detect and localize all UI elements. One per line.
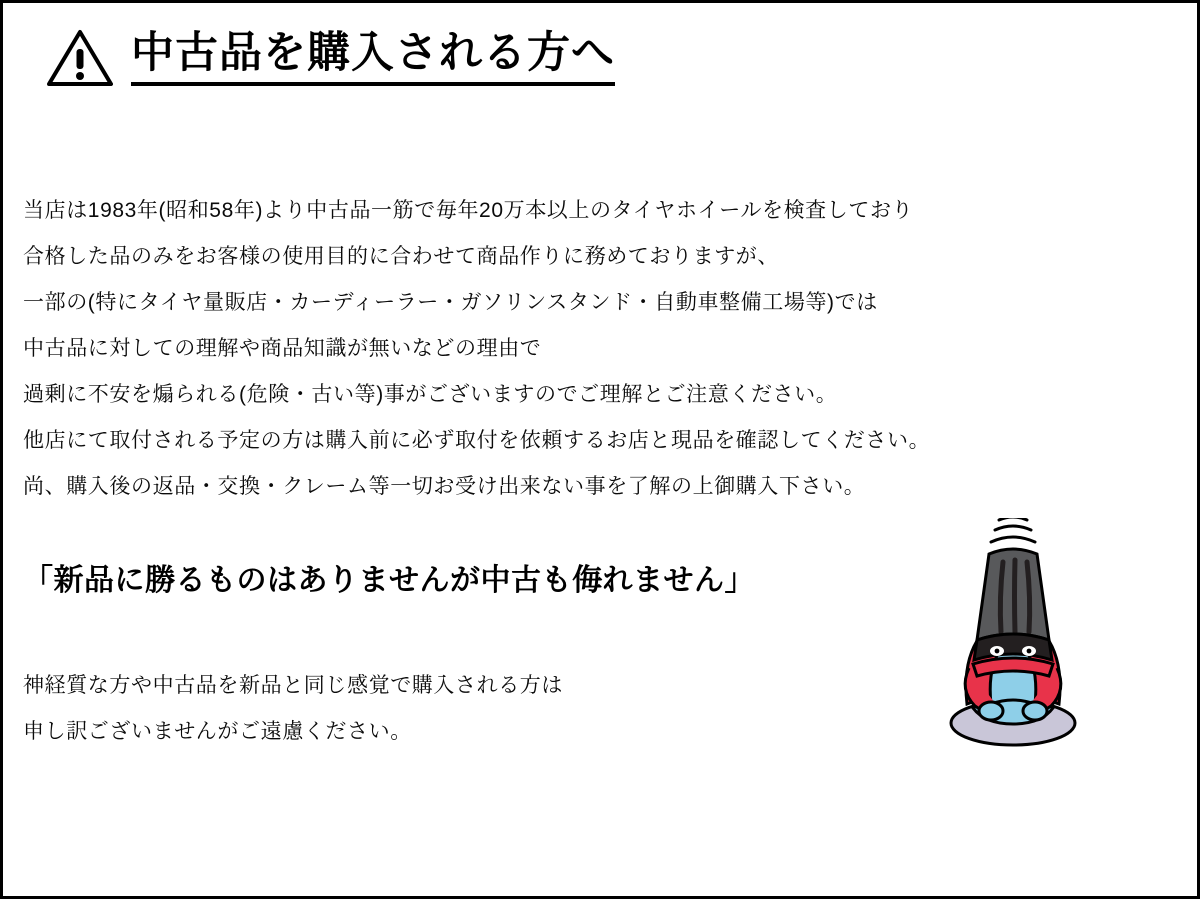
closing-text-block [23,663,923,755]
warning-triangle-icon [47,29,113,87]
body-text-block [23,188,1123,510]
page-title: 中古品を購入される方へ [131,30,615,85]
page-header [47,29,615,87]
body-line: 尚、購入後の返品・交換・クレーム等一切お受け出来ない事を了解の上御購入下さい。 [23,475,866,498]
body-line: 他店にて取付される予定の方は購入前に必ず取付を依頼するお店と現品を確認してください。 [23,429,931,452]
tire-character-bowing-illustration [933,518,1093,753]
closing-line: 神経質な方や中古品を新品と同じ感覚で購入される方は [23,674,563,697]
closing-line: 申し訳ございませんがご遠慮ください。 [23,720,412,743]
body-line: 過剰に不安を煽られる(危険・古い等)事がございますのでご理解とご注意ください。 [23,383,838,406]
body-line: 中古品に対しての理解や商品知識が無いなどの理由で [23,337,542,360]
body-line: 合格した品のみをお客様の使用目的に合わせて商品作りに務めておりますが、 [23,245,779,268]
slogan-text: 「新品に勝るものはありませんが中古も侮れません」 [23,564,755,597]
body-line: 当店は1983年(昭和58年)より中古品一筋で毎年20万本以上のタイヤホイールを検査しており [23,199,914,222]
body-line: 一部の(特にタイヤ量販店・カーディーラー・ガソリンスタンド・自動車整備工場等)では [23,291,878,314]
